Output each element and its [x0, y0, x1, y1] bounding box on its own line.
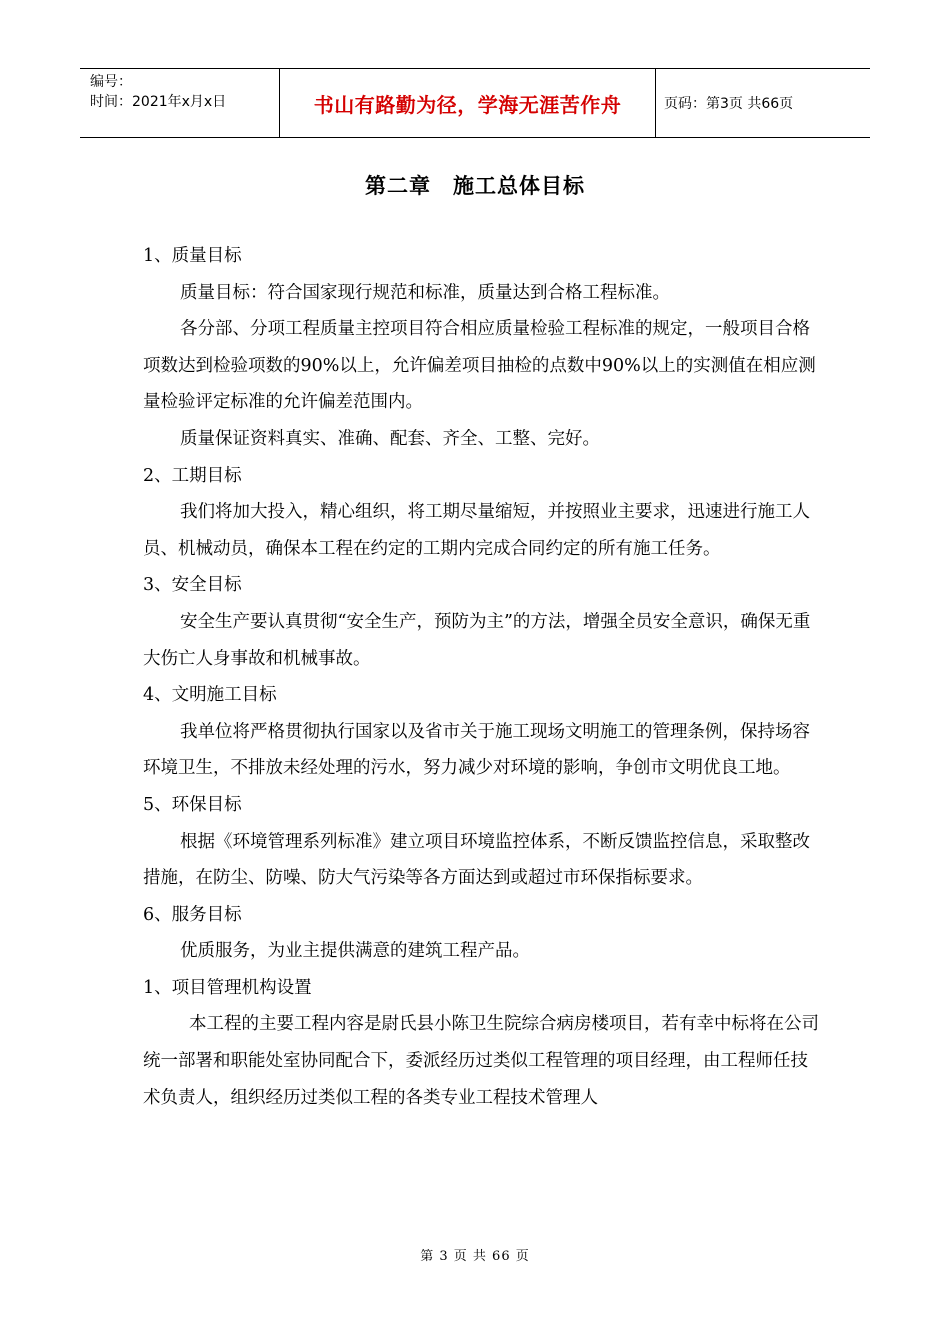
document-date: 时间：2021年x月x日 — [90, 94, 227, 110]
section-heading: 1、项目管理机构设置 — [143, 977, 312, 998]
header-meta — [80, 69, 280, 137]
paragraph: 我们将加大投入，精心组织，将工期尽量缩短，并按照业主要求，迅速进行施工人员、机械动员，确保本工程在约定的工期内完成合同约定的所有施工任务。 — [143, 502, 810, 559]
section-heading: 4、文明施工目标 — [143, 685, 277, 706]
section-heading: 6、服务目标 — [143, 904, 242, 925]
page-footer: 第 3 页 共 66 页 — [420, 1249, 530, 1264]
paragraph: 本工程的主要工程内容是尉氏县小陈卫生院综合病房楼项目，若有幸中标将在公司统一部署和职能处室协同配合下，委派经历过类似工程管理的项目经理，由工程师任技术负责人，组织经历过类似工程的各类专业工程技术管理人 — [143, 1014, 819, 1108]
paragraph: 各分部、分项工程质量主控项目符合相应质量检验工程标准的规定，一般项目合格项数达到检验项数的90%以上，允许偏差项目抽检的点数中90%以上的实测值在相应测量检验评定标准的允许偏差范围内。 — [143, 319, 816, 413]
paragraph: 质量保证资料真实、准确、配套、齐全、工整、完好。 — [180, 428, 600, 449]
document-number: 编号： — [90, 74, 132, 90]
paragraph: 优质服务，为业主提供满意的建筑工程产品。 — [180, 941, 530, 962]
paragraph: 质量目标：符合国家现行规范和标准，质量达到合格工程标准。 — [180, 282, 670, 303]
section-heading: 3、安全目标 — [143, 575, 242, 596]
section-heading: 1、质量目标 — [143, 246, 242, 266]
paragraph: 根据《环境管理系列标准》建立项目环境监控体系，不断反馈监控信息，采取整改措施，在防尘、防噪、防大气污染等各方面达到或超过市环保指标要求。 — [143, 831, 810, 889]
chapter-title: 第二章 施工总体目标 — [365, 174, 585, 198]
paragraph: 我单位将严格贯彻执行国家以及省市关于施工现场文明施工的管理条例，保持场容环境卫生，不排放未经处理的污水，努力减少对环境的影响，争创市文明优良工地。 — [143, 721, 810, 779]
document-body — [143, 238, 823, 1116]
header-motto: 书山有路勤为径，学海无涯苦作舟 — [280, 69, 656, 137]
paragraph: 安全生产要认真贯彻“安全生产，预防为主”的方法，增强全员安全意识，确保无重大伤亡人身事故和机械事故。 — [143, 611, 811, 669]
section-heading: 2、工期目标 — [143, 465, 242, 486]
header-page-number: 页码：第3页 共66页 — [664, 96, 794, 112]
page-header — [80, 68, 870, 138]
section-heading: 5、环保目标 — [143, 794, 242, 815]
